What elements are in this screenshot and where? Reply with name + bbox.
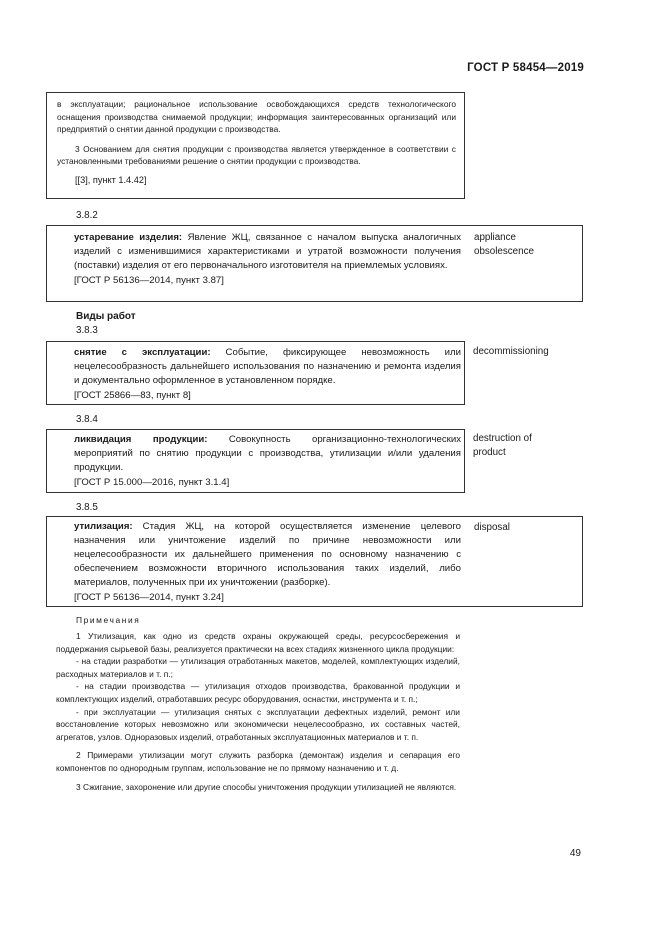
definition-box-3-8-3	[46, 341, 465, 405]
reference: [[3], пункт 1.4.42]	[75, 174, 147, 185]
note-1-bullet-2: - на стадии производства — утилизация отходов производства, бракованной продукции и комплектующих изделий, отработавших ресурс оборудования, оснастки, инструмента и т. п.;	[56, 681, 460, 704]
definition-box-3-8-5	[46, 516, 583, 607]
notes-block	[56, 614, 460, 793]
definition-3-8-4	[74, 433, 461, 475]
english-term-3-8-2-line1: appliance	[474, 232, 516, 243]
note-3: 3 Сжигание, захоронение или другие способы уничтожения продукции утилизацией не являются.	[76, 781, 457, 792]
definition-box-continuation	[46, 92, 465, 199]
english-term-3-8-2-line2: obsolescence	[474, 246, 534, 257]
definition-box-3-8-4	[46, 429, 465, 493]
note-1-bullet-3: - при эксплуатации — утилизация снятых с эксплуатации дефектных изделий, ремонт или восстановление которых невозможно или экономически нецелесообразно, их составных частей, агрегатов, узлов. Одноразовых изделий, отработанных эксплуатационных материалов и т. п.	[56, 706, 460, 742]
reference-3-8-3: [ГОСТ 25866—83, пункт 8]	[74, 390, 191, 401]
definition-text-3-8-4: Совокупность организационно-технологических мероприятий по снятию продукции с производства, утилизации и/или удаления продукции.	[74, 434, 461, 473]
definition-box-3-8-2	[46, 225, 583, 302]
note-2: 2 Примерами утилизации могут служить разборка (демонтаж) изделия и сепарация его компонентов по однородным группам, использование не по прямому назначению и т. д.	[56, 750, 460, 773]
term-3-8-5: утилизация:	[74, 521, 133, 532]
continuation-text: в эксплуатации; рациональное использование освобождающихся средств технологического оснащения производства снимаемой продукции; информация заинтересованных организаций или предприятий о снятии данной продукции с производства.	[57, 99, 456, 135]
definition-text-3-8-5: Стадия ЖЦ, на которой осуществляется изменение целевого назначения или уничтожение изделий по причине невозможности или нецелесообразности их дальнейшего применения по основному назначению с обеспечением возможности вторичного использования таких изделий, либо материалов, полученных при их уничтожении (разборке).	[74, 521, 461, 588]
note-3-text: 3 Основанием для снятия продукции с производства является утвержденное в соответствии с установленными требованиями решение о снятии продукции с производства.	[57, 143, 456, 167]
term-3-8-3: снятие с эксплуатации:	[74, 347, 211, 358]
definition-3-8-5	[74, 520, 461, 590]
section-number-3-8-4: 3.8.4	[76, 414, 98, 425]
english-term-3-8-3: decommissioning	[473, 346, 549, 357]
definition-3-8-2	[74, 231, 461, 273]
english-term-3-8-5: disposal	[474, 522, 510, 533]
definition-text-3-8-2: Явление ЖЦ, связанное с началом выпуска аналогичных изделий с изменившимися характеристиками и утратой возможности получения (поставки) изделия от его первоначального изготовителя на приемлемых условиях.	[74, 232, 461, 271]
section-number-3-8-3: 3.8.3	[76, 325, 98, 336]
standard-header: ГОСТ Р 58454—2019	[467, 62, 584, 74]
notes-title: Примечания	[76, 615, 141, 625]
section-number-3-8-5: 3.8.5	[76, 502, 98, 513]
reference-3-8-4: [ГОСТ Р 15.000—2016, пункт 3.1.4]	[74, 477, 230, 488]
definition-3-8-3	[74, 346, 461, 388]
term-3-8-2: устаревание изделия:	[74, 232, 183, 243]
english-term-3-8-4	[473, 432, 532, 460]
page-number: 49	[569, 848, 581, 859]
section-title: Виды работ	[76, 311, 136, 322]
reference-3-8-5: [ГОСТ Р 56136—2014, пункт 3.24]	[74, 592, 224, 603]
section-number-3-8-2: 3.8.2	[76, 210, 98, 221]
note-1-bullet-1: - на стадии разработки — утилизация отработанных макетов, моделей, комплектующих изделий, расходных материалов и т. п.;	[56, 656, 460, 679]
english-term-3-8-4-line2: product	[473, 447, 506, 458]
term-3-8-4: ликвидация продукции:	[74, 434, 208, 445]
note-1: 1 Утилизация, как одно из средств охраны окружающей среды, ресурсосбережения и поддержания сырьевой базы, реализуется практически на всех стадиях жизненного цикла продукции:	[56, 631, 460, 654]
english-term-3-8-4-line1: destruction of	[473, 433, 532, 444]
reference-3-8-2: [ГОСТ Р 56136—2014, пункт 3.87]	[74, 275, 224, 286]
definition-text-3-8-3: Событие, фиксирующее невозможность или нецелесообразность дальнейшего использования по назначению и ремонта изделия и документально оформленное в установленном порядке.	[74, 347, 461, 386]
